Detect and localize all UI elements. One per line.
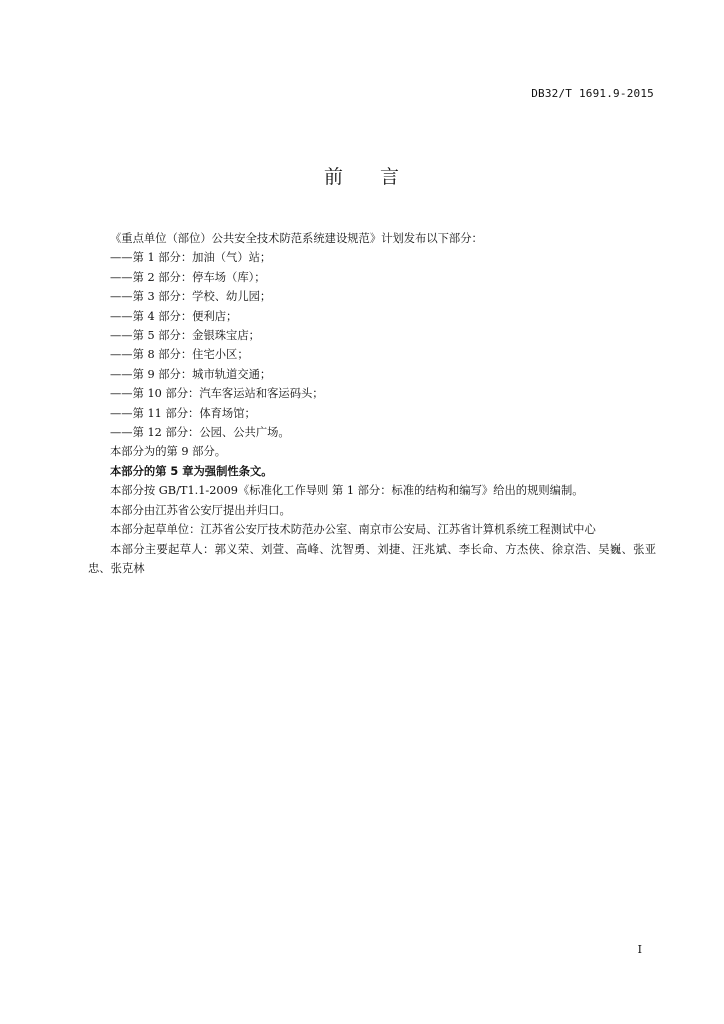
drafters-paragraph: 本部分主要起草人：郭义荣、刘萱、高峰、沈智勇、刘捷、汪兆斌、李长命、方杰侠、徐京浩、吴巍、张亚忠、张克林 (88, 542, 656, 575)
part-list-item: ——第 1 部分：加油（气）站； (110, 251, 272, 265)
title-char-2: 言 (380, 166, 401, 188)
page-title (0, 162, 724, 189)
title-char-1: 前 (323, 166, 344, 188)
drafting-rule-paragraph: 本部分按 GB/T1.1-2009《标准化工作导则 第 1 部分：标准的结构和编写》给出的规则编制。 (110, 484, 584, 498)
this-part-paragraph: 本部分为的第 9 部分。 (110, 445, 227, 459)
part-list-item: ——第 10 部分：汽车客运站和客运码头； (110, 387, 324, 401)
part-list-item: ——第 3 部分：学校、幼儿园； (110, 290, 272, 304)
part-list-item: ——第 9 部分：城市轨道交通； (110, 367, 272, 381)
page-number: I (637, 943, 642, 956)
part-list-item: ——第 4 部分：便利店； (110, 309, 238, 323)
part-list-item: ——第 11 部分：体育场馆； (110, 406, 256, 420)
document-code: DB32/T 1691.9-2015 (531, 87, 654, 100)
part-list-item: ——第 2 部分：停车场（库）； (110, 270, 266, 284)
part-list-item: ——第 5 部分：金银珠宝店； (110, 329, 260, 343)
intro-paragraph: 《重点单位（部位）公共安全技术防范系统建设规范》计划发布以下部分： (110, 232, 483, 245)
foreword-body (88, 229, 656, 578)
part-list-item: ——第 8 部分：住宅小区； (110, 348, 249, 362)
mandatory-clause-paragraph: 本部分的第 5 章为强制性条文。 (110, 464, 273, 478)
drafting-units-paragraph: 本部分起草单位：江苏省公安厅技术防范办公室、南京市公安局、江苏省计算机系统工程测试中心 (110, 523, 596, 537)
proposed-by-paragraph: 本部分由江苏省公安厅提出并归口。 (110, 503, 291, 517)
part-list-item: ——第 12 部分：公园、公共广场。 (110, 426, 290, 440)
